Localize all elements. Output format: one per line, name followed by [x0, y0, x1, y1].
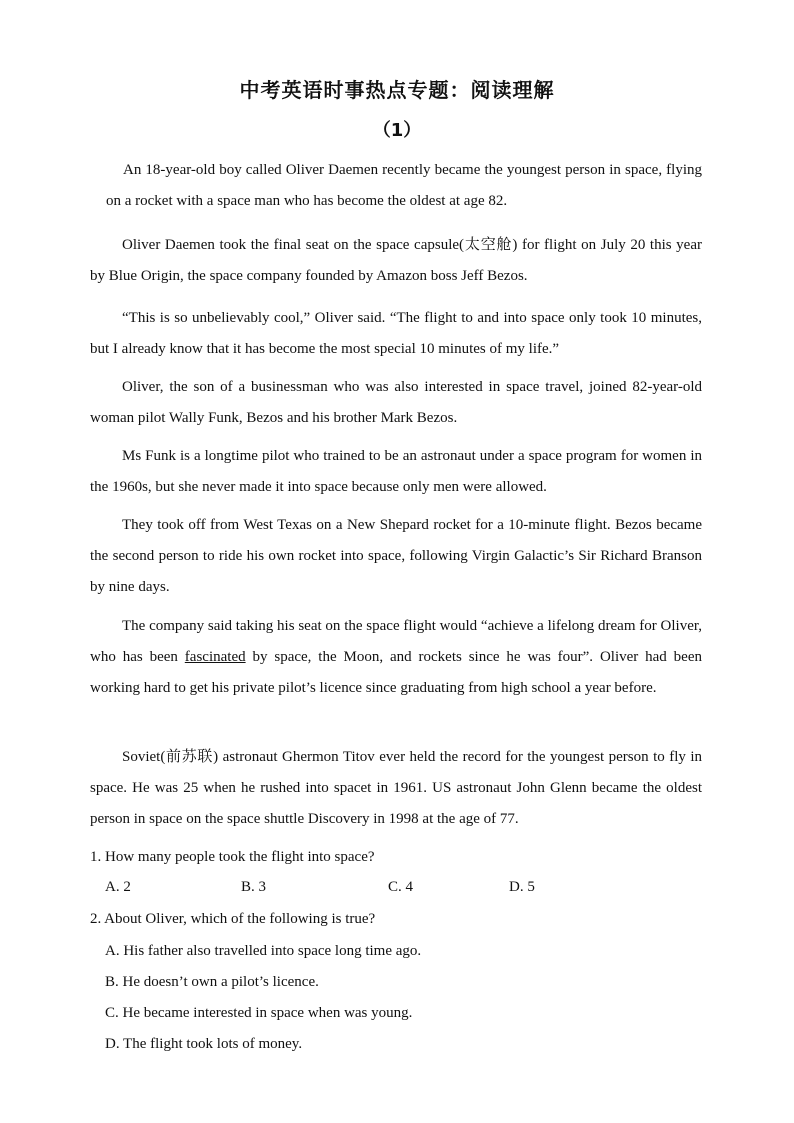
question-1-option-b: B. 3	[241, 879, 267, 895]
document-subtitle: （1）	[372, 120, 422, 141]
question-2-option-b: B. He doesn’t own a pilot’s licence.	[105, 974, 319, 990]
paragraph-5: Ms Funk is a longtime pilot who trained to be an astronaut under a space program for women in the 1960s, but she never made it into space because only men were allowed.	[90, 448, 702, 495]
question-1-option-d: D. 5	[509, 879, 535, 895]
question-2: 2. About Oliver, which of the following is true?	[90, 911, 376, 927]
paragraph-7	[90, 611, 702, 704]
question-2-option-d: D. The flight took lots of money.	[105, 1036, 303, 1052]
paragraph-4: Oliver, the son of a businessman who was also interested in space travel, joined 82-year-old woman pilot Wally Funk, Bezos and his brother Mark Bezos.	[90, 379, 702, 426]
paragraph-3: “This is so unbelievably cool,” Oliver said. “The flight to and into space only took 10 minutes, but I already know that it has become the most special 10 minutes of my life.”	[90, 310, 702, 357]
question-1: 1. How many people took the flight into space?	[90, 849, 375, 865]
paragraph-7-text-a: The company said taking his seat on the space flight would “achieve a lifelong dream for Oliver, who has been	[90, 618, 702, 665]
paragraph-8: Soviet(前苏联) astronaut Ghermon Titov ever held the record for the youngest person to fly in space. He was 25 when he rushed into spacet in 1961. US astronaut John Glenn became the oldest person in space on the space shuttle Discovery in 1998 at the age of 77.	[90, 749, 702, 827]
paragraph-1: An 18-year-old boy called Oliver Daemen recently became the youngest person in space, flying on a rocket with a space man who has become the oldest at age 82.	[106, 162, 702, 209]
question-1-option-a: A. 2	[105, 879, 131, 895]
question-2-option-a: A. His father also travelled into space long time ago.	[105, 943, 422, 959]
underlined-word: fascinated	[184, 649, 246, 665]
question-1-option-c: C. 4	[388, 879, 414, 895]
question-2-option-c: C. He became interested in space when was young.	[105, 1005, 413, 1021]
paragraph-7-text-b: by space, the Moon, and rockets since he was four”. Oliver had been working hard to get his private pilot’s licence since graduating from high school a year before.	[90, 649, 702, 696]
paragraph-6: They took off from West Texas on a New Shepard rocket for a 10-minute flight. Bezos became the second person to ride his own rocket into space, following Virgin Galactic’s Sir Richard Branson by nine days.	[90, 517, 702, 595]
paragraph-2: Oliver Daemen took the final seat on the space capsule(太空舱) for flight on July 20 this year by Blue Origin, the space company founded by Amazon boss Jeff Bezos.	[90, 237, 702, 284]
document-title: 中考英语时事热点专题：阅读理解	[239, 78, 555, 102]
